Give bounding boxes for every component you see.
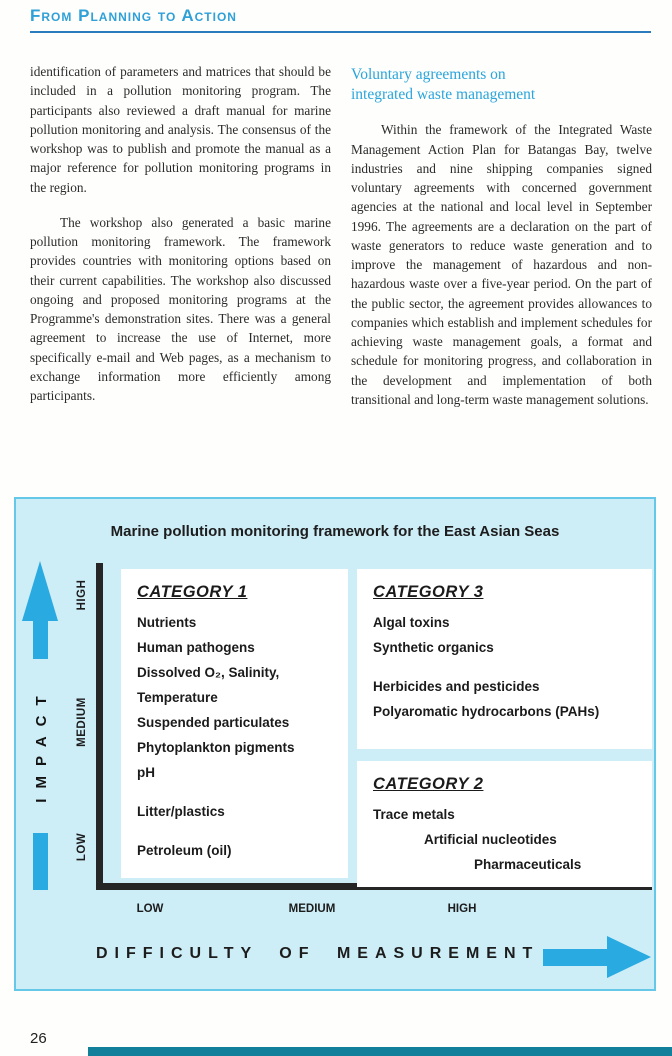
parameter-item: Dissolved O₂, Salinity, <box>137 665 280 680</box>
impact-arrow-shaft <box>33 833 48 890</box>
category-3-box <box>357 569 652 749</box>
framework-figure <box>14 497 656 991</box>
parameter-item: Synthetic organics <box>373 640 494 655</box>
parameter-item: Herbicides and pesticides <box>373 679 540 694</box>
parameter-item: Human pathogens <box>137 640 255 655</box>
parameter-item: Nutrients <box>137 615 197 630</box>
parameter-item: Temperature <box>137 690 218 705</box>
category-1-box <box>121 569 348 878</box>
paragraph: The workshop also generated a basic marine pollution monitoring framework. The framework provides countries with monitoring options based on their current capabilities. The workshop also discussed ongoing and proposed monitoring programs at the Programme's demonstration sites. There was a general agreement to increase the use of Internet, more specifically e-mail and Web pages, as a mechanism to exchange information more efficiently among participants. <box>30 214 331 404</box>
x-tick-high: HIGH <box>447 903 477 915</box>
category-2-box <box>357 761 652 887</box>
category-3-heading: CATEGORY 3 <box>373 583 484 601</box>
running-header: From Planning to Action <box>30 6 237 25</box>
header-rule <box>30 31 651 33</box>
page-number: 26 <box>30 1030 47 1047</box>
difficulty-arrow-shaft <box>543 949 607 966</box>
parameter-item: Litter/plastics <box>137 804 225 819</box>
right-column <box>351 62 652 425</box>
parameter-item: Artificial nucleotides <box>424 832 557 847</box>
x-axis-label: DIFFICULTY OF MEASUREMENT <box>96 945 540 962</box>
impact-arrow-shaft <box>33 621 48 659</box>
x-tick-low: LOW <box>136 903 164 915</box>
parameter-item: Algal toxins <box>373 615 450 630</box>
footer-bar <box>88 1047 672 1056</box>
paragraph: Within the framework of the Integrated Waste Management Action Plan for Batangas Bay, twelve industries and nine shipping companies signed voluntary agreements with concerned government agencies at the national and local level in September 1996. The agreements are a declaration on the part of waste generators to reduce waste generation and to improve the management of hazardous and non-hazardous waste over a five-year period. On the part of the public sector, the agreement provides allowances to companies which establish and implement schedules for achieving waste management goals, a format and schedule for monitoring progress, and collaboration in the development and implementation of both transitional and long-term waste management solutions. <box>351 122 652 407</box>
impact-arrow-up-icon <box>22 561 58 621</box>
difficulty-arrow-right-icon <box>607 936 651 978</box>
parameter-item: pH <box>137 765 155 780</box>
figure-title: Marine pollution monitoring framework for the East Asian Seas <box>110 523 560 540</box>
y-tick-low: LOW <box>76 832 88 862</box>
category-1-heading: CATEGORY 1 <box>137 583 248 601</box>
y-tick-medium: MEDIUM <box>76 697 88 747</box>
category-2-heading: CATEGORY 2 <box>373 775 484 793</box>
y-tick-high: HIGH <box>76 579 88 611</box>
parameter-item: Polyaromatic hydrocarbons (PAHs) <box>373 704 600 719</box>
parameter-item: Phytoplankton pigments <box>137 740 295 755</box>
x-tick-medium: MEDIUM <box>288 903 336 915</box>
paragraph: identification of parameters and matrices that should be included in a pollution monitoring program. The participants also reviewed a draft manual for marine pollution monitoring and analysis. The consensus of the workshop was to publish and promote the manual as a major reference for pollution monitoring programs in the region. <box>30 64 331 195</box>
parameter-item: Petroleum (oil) <box>137 843 232 858</box>
section-heading: Voluntary agreements on integrated waste management <box>351 66 536 104</box>
parameter-item: Suspended particulates <box>137 715 290 730</box>
y-axis-label: IMPACT <box>33 686 50 803</box>
left-column <box>30 62 331 425</box>
article-columns <box>30 62 652 425</box>
parameter-item: Pharmaceuticals <box>474 857 582 872</box>
parameter-item: Trace metals <box>373 807 455 822</box>
